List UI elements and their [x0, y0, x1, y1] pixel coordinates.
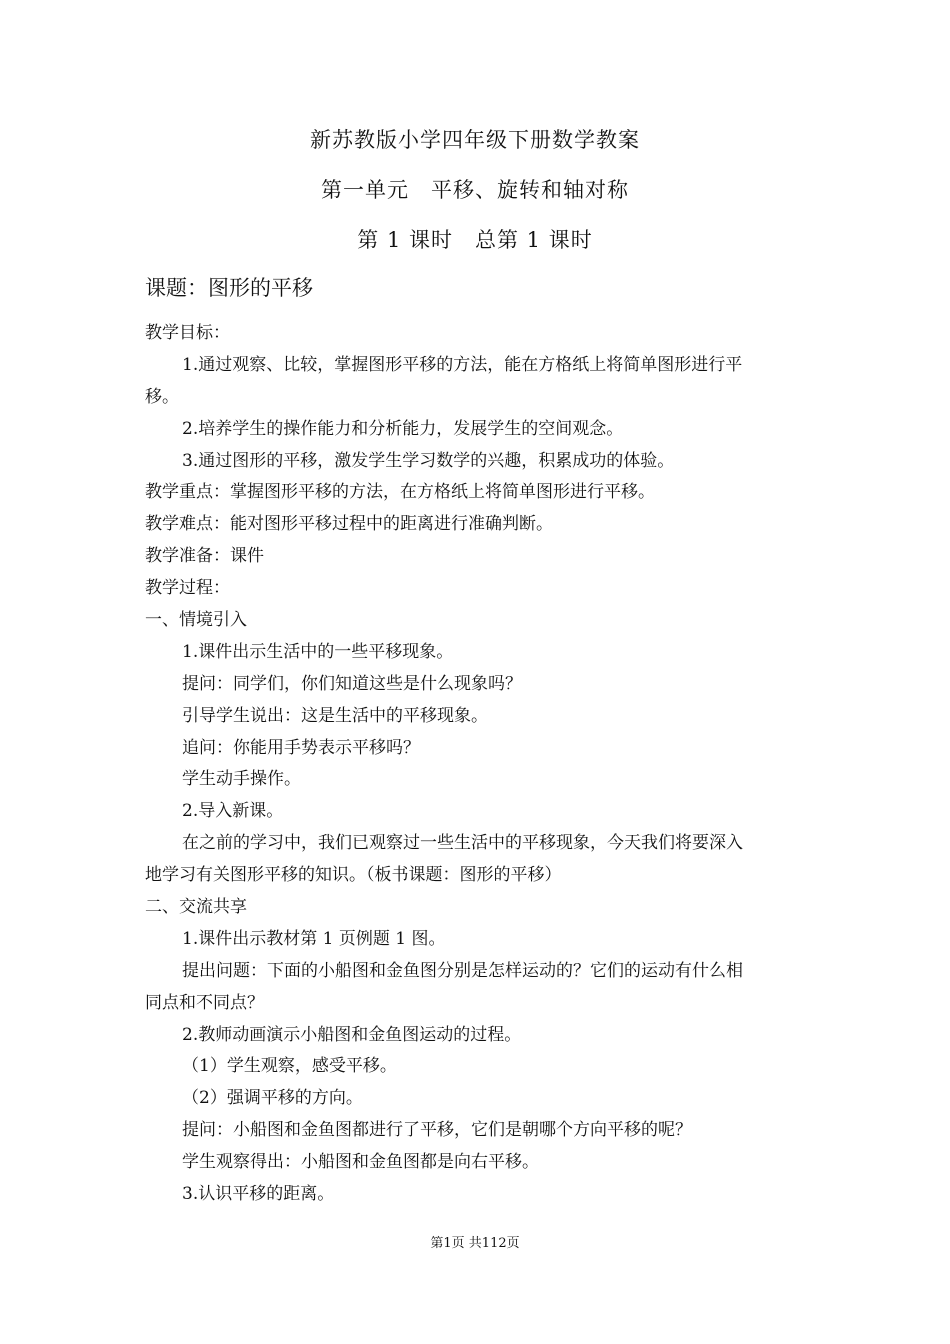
text-line: 教学准备：课件 [145, 546, 264, 567]
text-line: 同点和不同点？ [145, 992, 264, 1013]
text-line: 教学重点：掌握图形平移的方法，在方格纸上将简单图形进行平移。 [145, 482, 655, 503]
text-line: 1.课件出示教材第 1 页例题 1 图。 [182, 928, 446, 949]
text-line: （1）学生观察，感受平移。 [182, 1056, 397, 1077]
text-line: 移。 [145, 386, 179, 407]
page-footer: 第1页 共112页 [430, 1236, 520, 1251]
text-line: 1.课件出示生活中的一些平移现象。 [182, 641, 454, 662]
text-line: 教学目标： [145, 323, 230, 343]
text-line: （2）强调平移的方向。 [182, 1088, 363, 1109]
text-line: 1.通过观察、比较，掌握图形平移的方法，能在方格纸上将简单图形进行平 [182, 354, 743, 375]
lesson-topic: 课题：图形的平移 [145, 276, 313, 300]
text-line: 3.认识平移的距离。 [182, 1184, 335, 1205]
text-line: 在之前的学习中，我们已观察过一些生活中的平移现象，今天我们将要深入 [182, 833, 743, 854]
text-line: 2.培养学生的操作能力和分析能力，发展学生的空间观念。 [182, 418, 624, 439]
lesson-number: 第 1 课时 总第 1 课时 [357, 228, 593, 252]
text-line: 教学难点：能对图形平移过程中的距离进行准确判断。 [145, 514, 553, 535]
text-line: 提出问题：下面的小船图和金鱼图分别是怎样运动的？它们的运动有什么相 [182, 960, 743, 981]
text-line: 3.通过图形的平移，激发学生学习数学的兴趣，积累成功的体验。 [182, 450, 675, 471]
text-line: 提问：同学们，你们知道这些是什么现象吗？ [182, 673, 522, 694]
document-title: 新苏教版小学四年级下册数学教案 [310, 128, 640, 152]
text-line: 地学习有关图形平移的知识。（板书课题：图形的平移） [145, 865, 562, 886]
text-line: 二、交流共享 [145, 897, 247, 918]
text-line: 一、情境引入 [145, 610, 247, 631]
text-line: 追问：你能用手势表示平移吗？ [182, 737, 420, 758]
lesson-body [145, 318, 810, 1211]
text-line: 引导学生说出：这是生活中的平移现象。 [182, 705, 488, 726]
text-line: 教学过程： [145, 578, 230, 599]
unit-title: 第一单元 平移、旋转和轴对称 [321, 178, 629, 202]
text-line: 提问：小船图和金鱼图都进行了平移，它们是朝哪个方向平移的呢？ [182, 1120, 692, 1141]
text-line: 2.导入新课。 [182, 801, 284, 822]
text-line: 2.教师动画演示小船图和金鱼图运动的过程。 [182, 1024, 522, 1045]
text-line: 学生观察得出：小船图和金鱼图都是向右平移。 [182, 1152, 539, 1173]
text-line: 学生动手操作。 [182, 769, 301, 790]
